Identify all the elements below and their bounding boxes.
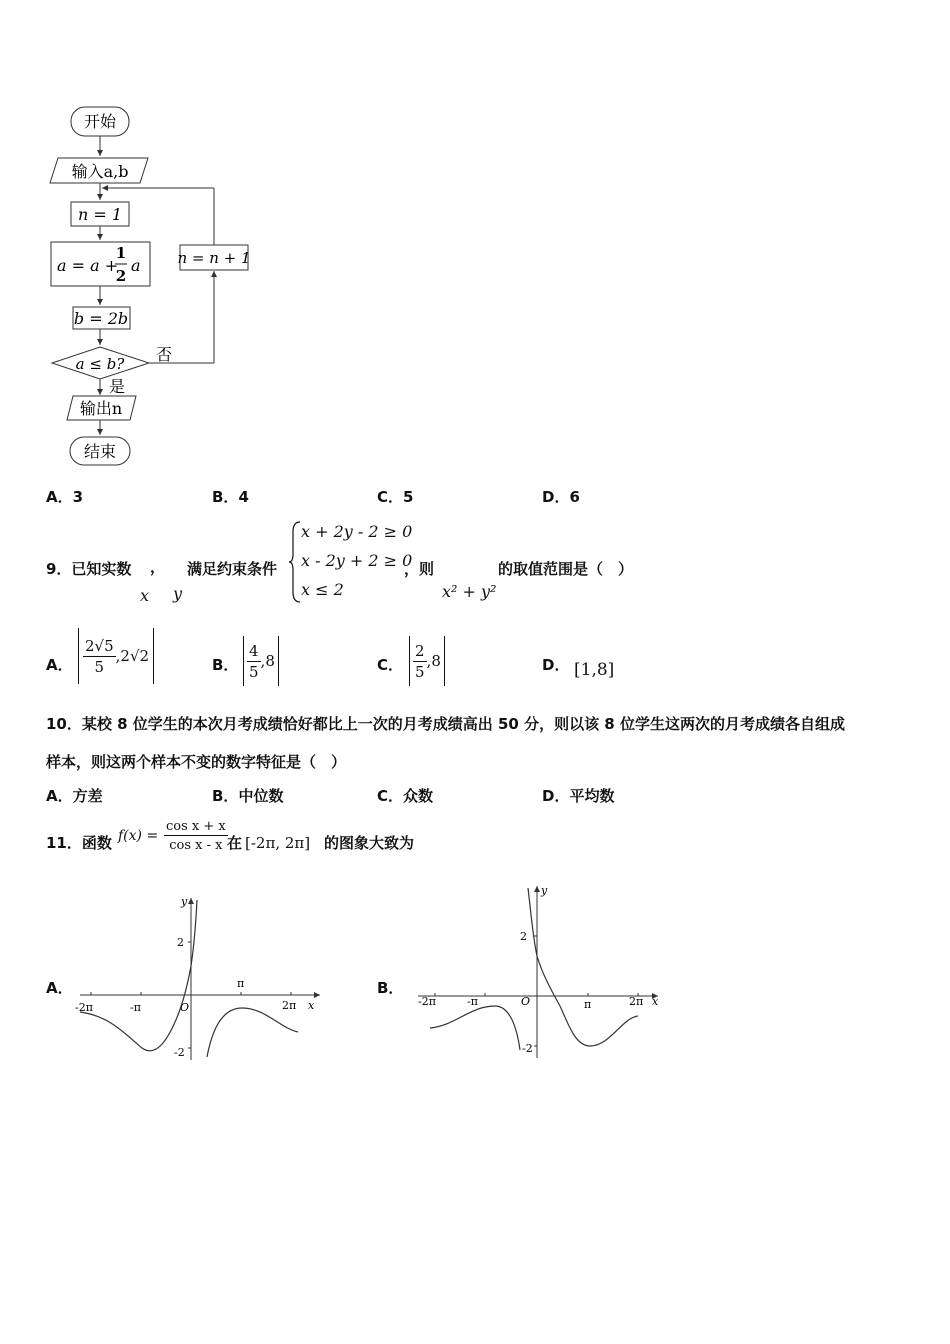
graph-a-pi: π xyxy=(237,977,245,990)
q9-then: ，则 xyxy=(404,560,435,578)
q9-option-b-letter: B． xyxy=(212,656,239,674)
q8-option-c: C．5 xyxy=(377,488,414,506)
graph-a-x: x xyxy=(308,999,315,1012)
init-label: n = 1 xyxy=(77,205,123,224)
q9-option-b-value: $\frac{4}{5}$ ,8 xyxy=(243,636,279,686)
graph-b-two: 2 xyxy=(520,930,527,943)
graph-a-neg-two: -2 xyxy=(174,1046,185,1059)
q9-option-d-value: [1,8] xyxy=(574,660,615,680)
q9-target: x² + y² xyxy=(442,582,497,601)
q11-func-fraction: $\frac{\text{cos x + x}}{\text{cos x - x}}$ xyxy=(166,819,226,853)
decision-label: a ≤ b? xyxy=(75,355,125,373)
no-label: 否 xyxy=(156,345,173,364)
graph-b-neg-two-pi: -2π xyxy=(418,995,436,1008)
update-b-label: b = 2b xyxy=(73,309,129,328)
graph-b-origin: O xyxy=(521,995,531,1008)
constraint-2: x - 2y + 2 ≥ 0 xyxy=(301,551,413,570)
q11-on: 在 xyxy=(227,834,243,852)
q9-option-a-letter: A． xyxy=(46,656,73,674)
graph-a-neg-two-pi: -2π xyxy=(75,1001,93,1014)
q9-option-a-value: $\frac{2√5}{5}$ ,2√2 xyxy=(78,628,154,684)
graph-a-two: 2 xyxy=(177,936,184,949)
graph-a-two-pi: 2π xyxy=(282,999,297,1012)
q9-comma: ， xyxy=(150,558,166,576)
q10-option-c: C．众数 xyxy=(377,787,434,805)
q9-option-c-value: $\frac{2}{5}$ ,8 xyxy=(409,636,445,686)
start-label: 开始 xyxy=(83,112,117,131)
graph-b xyxy=(410,878,670,1063)
q9-lead: 9．已知实数 xyxy=(46,560,132,578)
update-a-half-num: 1 xyxy=(115,244,127,262)
graph-b-label: B． xyxy=(377,979,404,997)
q8-option-a: A．3 xyxy=(46,488,84,506)
flowchart xyxy=(40,100,270,470)
q10-option-b: B．中位数 xyxy=(212,787,284,805)
q9-var-y: y xyxy=(173,584,183,603)
q9-var-x: x xyxy=(140,586,150,605)
q11-func-lhs: f(x) = xyxy=(118,828,159,844)
constraint-1: x + 2y - 2 ≥ 0 xyxy=(301,522,413,541)
graph-a-label: A． xyxy=(46,979,73,997)
graph-a-neg-pi: -π xyxy=(130,1001,141,1014)
q8-option-b: B．4 xyxy=(212,488,249,506)
increment-label: n = n + 1 xyxy=(177,249,251,267)
graph-b-neg-two: -2 xyxy=(522,1042,533,1055)
output-label: 输出n xyxy=(79,399,123,418)
q10-line1: 10．某校 8 位学生的本次月考成绩恰好都比上一次的月考成绩高出 50 分，则以该 8 位学生这两次的月考成绩各自组成 xyxy=(46,715,845,733)
q11-interval: [-2π, 2π] xyxy=(245,834,311,852)
update-a-label: a = a + xyxy=(57,256,119,275)
graph-a-y: y xyxy=(181,895,188,908)
graph-b-y: y xyxy=(541,884,548,897)
graph-a xyxy=(70,890,330,1068)
update-a-half-den: 2 xyxy=(115,267,127,285)
q8-option-d: D．6 xyxy=(542,488,580,506)
graph-a-origin: O xyxy=(180,1001,190,1014)
input-label: 输入a,b xyxy=(71,162,129,181)
graph-b-two-pi: 2π xyxy=(629,995,644,1008)
constraint-3: x ≤ 2 xyxy=(301,580,344,599)
constraint-brace xyxy=(288,520,302,604)
graph-b-x: x xyxy=(652,995,659,1008)
yes-label: 是 xyxy=(109,377,126,396)
end-label: 结束 xyxy=(83,442,117,461)
q9-mid: 满足约束条件 xyxy=(187,560,278,578)
q9-option-d-letter: D． xyxy=(542,656,570,674)
q9-option-c-letter: C． xyxy=(377,656,404,674)
q9-tail: 的取值范围是（ ） xyxy=(498,560,634,578)
q11-tail: 的图象大致为 xyxy=(324,834,415,852)
q11-lead: 11．函数 xyxy=(46,834,112,852)
graph-b-pi: π xyxy=(584,998,592,1011)
q10-line2: 样本，则这两个样本不变的数字特征是（ ） xyxy=(46,753,347,771)
q10-option-d: D．平均数 xyxy=(542,787,615,805)
q10-option-a: A．方差 xyxy=(46,787,103,805)
graph-b-neg-pi: -π xyxy=(467,995,478,1008)
update-a-tail: a xyxy=(131,256,141,275)
